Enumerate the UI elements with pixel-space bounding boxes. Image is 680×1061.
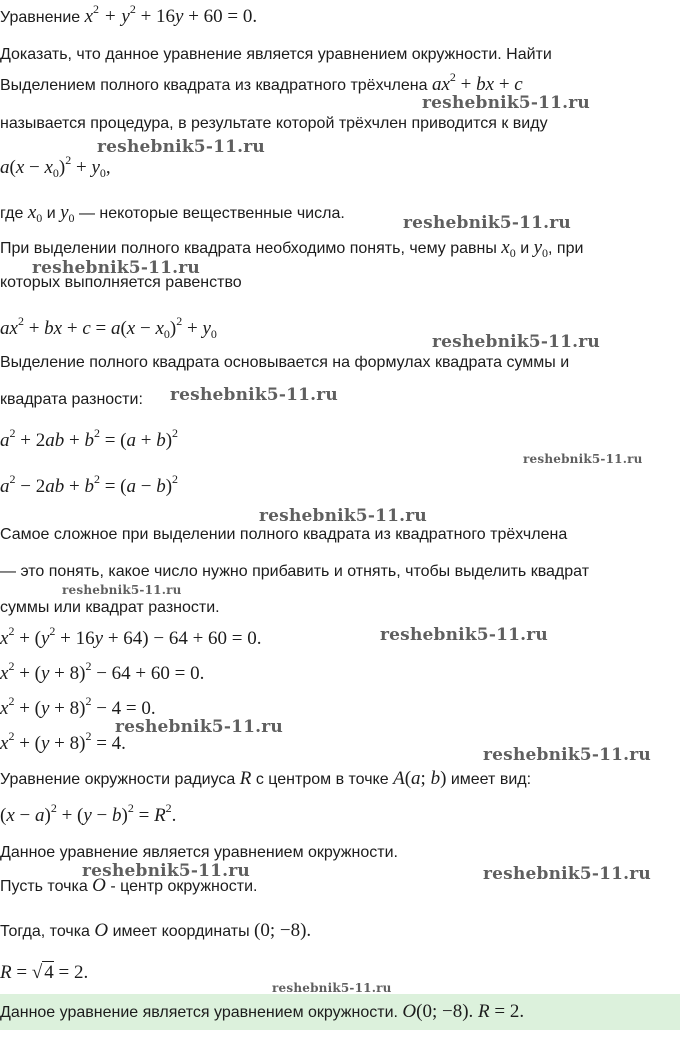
text-line-23: Данное уравнение является уравнением окружности. [0, 844, 398, 861]
watermark: reshebnik5-11.ru [170, 385, 338, 405]
formula-square-sum: $a^2 + 2ab + b^2 = (a + b)^2$ [0, 426, 179, 451]
problem-statement [0, 2, 258, 29]
watermark: reshebnik5-11.ru [483, 745, 651, 765]
symbol-x0: $x_0$ [27, 202, 43, 225]
watermark: reshebnik5-11.ru [380, 625, 548, 645]
watermark: reshebnik5-11.ru [272, 981, 392, 995]
text-line-25b: имеет координаты [112, 923, 250, 940]
watermark: reshebnik5-11.ru [115, 717, 283, 737]
answer-formula: O(0; −8). R = 2. [402, 1001, 525, 1022]
watermark: reshebnik5-11.ru [403, 213, 571, 233]
text-line-11: квадрата разности: [0, 391, 143, 408]
watermark: reshebnik5-11.ru [32, 258, 200, 278]
watermark: reshebnik5-11.ru [523, 452, 643, 466]
watermark: reshebnik5-11.ru [62, 583, 182, 597]
text-line-6c: — некоторые вещественные числа. [78, 205, 345, 222]
text-line-3: Выделением полного квадрата из квадратного трёхчлена [0, 77, 428, 94]
formula-square-form: $a(x - x_0)^2 + y_0$, [0, 153, 111, 180]
text-line-2: Доказать, что данное уравнение является уравнением окружности. Найти [0, 46, 552, 63]
watermark: reshebnik5-11.ru [422, 93, 590, 113]
formula-identity: $ax^2$ + bx + $c = a(x - x_0)^2 + y_0$ [0, 314, 217, 341]
text-line-7c: , при [548, 240, 584, 257]
text-line-7a: При выделении полного квадрата необходимо понять, чему равны [0, 240, 497, 257]
symbol-y0: $y_0$ [533, 237, 549, 260]
text-line-1: Уравнение [0, 9, 81, 26]
text-line-6b: и [46, 205, 56, 222]
text-line-4: называется процедура, в результате которой трёхчлен приводится к виду [0, 115, 548, 132]
watermark: reshebnik5-11.ru [432, 332, 600, 352]
formula-center: (0; −8). [254, 920, 312, 941]
text-line-25 [0, 920, 311, 943]
text-line-25a: Тогда, точка [0, 923, 90, 940]
text-line-14: Самое сложное при выделении полного квадрата из квадратного трёхчлена [0, 526, 568, 543]
watermark: reshebnik5-11.ru [259, 506, 427, 526]
formula-radius: R = √ 4 = 2. [0, 962, 89, 983]
text-line-8: которых выполняется равенство [0, 274, 242, 291]
symbol-O: O [94, 920, 109, 941]
text-line-21a: Уравнение окружности радиуса [0, 771, 236, 788]
text-line-7 [0, 237, 583, 260]
watermark: reshebnik5-11.ru [97, 137, 265, 157]
text-line-6a: где [0, 205, 24, 222]
symbol-R: R [239, 768, 252, 789]
formula-square-diff: $a^2 - 2ab + b^2 = (a - b)^2$ [0, 472, 179, 497]
formula-step-3: $x^2 + (y + 8)^2 - 4 = 0$. [0, 694, 156, 719]
formula-circle: $(x - a)^2 + (y - b)^2 = R^2$. [0, 801, 177, 826]
answer-box [0, 994, 680, 1030]
symbol-O: O [92, 875, 106, 896]
formula-step-4: $x^2 + (y + 8)^2 = 4$. [0, 729, 126, 754]
text-line-24b: - центр окружности. [110, 878, 258, 895]
symbol-x0: $x_0$ [501, 237, 516, 260]
symbol-point-A: A(a; b) [393, 768, 447, 789]
formula-trinomial: $ax^2$ + bx + c [431, 70, 523, 95]
answer-text: Данное уравнение является уравнением окружности. [0, 1004, 398, 1021]
text-line-16: суммы или квадрат разности. [0, 599, 220, 616]
symbol-y0: $y_0$ [60, 202, 75, 225]
formula-step-1: $x^2 + (y^2 + 16y + 64) - 64 + 60 = 0$. [0, 624, 262, 649]
text-line-7b: и [520, 240, 530, 257]
text-line-21 [0, 768, 531, 791]
formula-step-2: $x^2 + (y + 8)^2 - 64 + 60 = 0$. [0, 659, 205, 684]
text-line-24a: Пусть точка [0, 878, 88, 895]
formula-equation: $x^2 + y^2 + 16y + 60 = 0$. [84, 2, 258, 27]
watermark: reshebnik5-11.ru [82, 861, 250, 881]
text-line-21c: имеет вид: [450, 771, 532, 788]
text-line-15: — это понять, какое число нужно прибавить и отнять, чтобы выделить квадрат [0, 563, 590, 580]
text-line-10: Выделение полного квадрата основывается на формулах квадрата суммы и [0, 354, 570, 371]
watermark: reshebnik5-11.ru [483, 864, 651, 884]
text-line-21b: с центром в точке [255, 771, 389, 788]
text-line-6 [0, 202, 345, 225]
